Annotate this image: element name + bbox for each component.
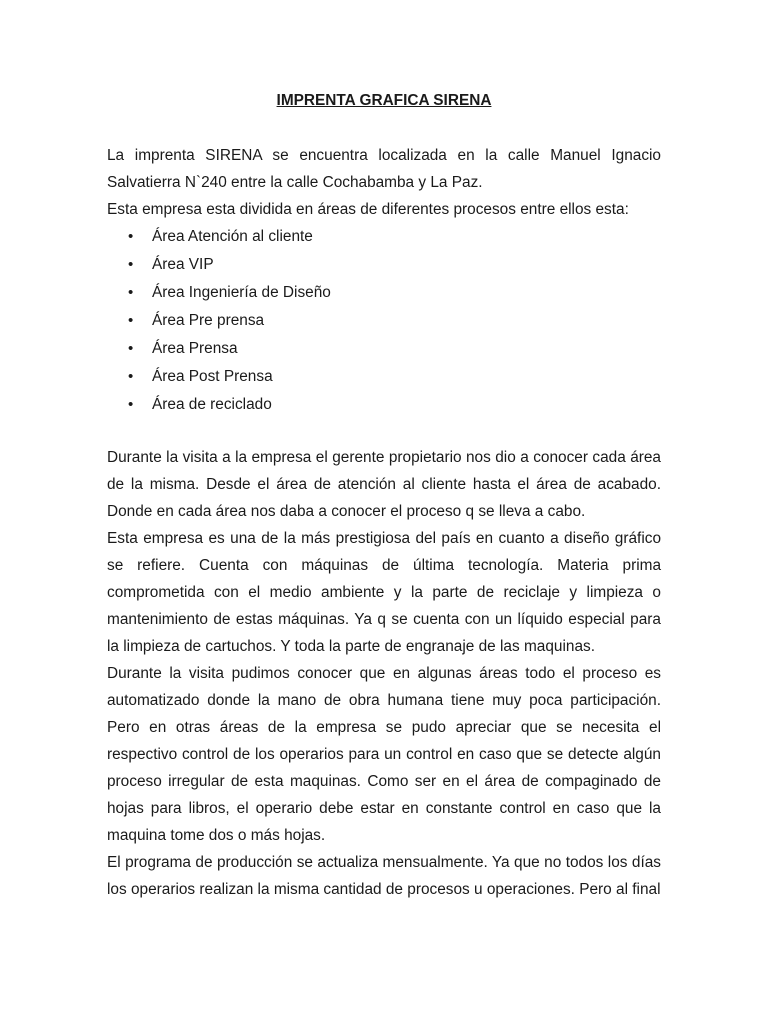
list-item — [107, 251, 661, 279]
list-item — [107, 307, 661, 335]
visit-paragraph: Durante la visita a la empresa el gerente propietario nos dio a conocer cada área de la misma. Desde el área de atención al cliente hasta el área de acabado. Donde en cada área nos daba a conocer el proceso q se lleva a cabo. — [107, 449, 661, 520]
document-body — [107, 142, 661, 903]
bullet-icon: • — [128, 256, 134, 273]
list-item — [107, 335, 661, 363]
list-item — [107, 391, 661, 419]
document-title: IMPRENTA GRAFICA SIRENA — [276, 92, 492, 109]
list-item-label: Área Prensa — [152, 340, 238, 357]
list-item-label: Área Pre prensa — [152, 312, 265, 329]
production-paragraph: El programa de producción se actualiza mensualmente. Ya que no todos los días los operarios realizan la misma cantidad de procesos u operaciones. Pero al final — [107, 854, 661, 898]
bullet-icon: • — [128, 284, 134, 301]
paragraph-spacer — [107, 419, 661, 444]
automation-paragraph: Durante la visita pudimos conocer que en algunas áreas todo el proceso es automatizado donde la mano de obra humana tiene muy poca participación. Pero en otras áreas de la empresa se pudo apreciar que se necesita el respectivo control de los operarios para un control en caso que se detecte algún proceso irregular de esta maquinas. Como ser en el área de compaginado de hojas para libros, el operario debe estar en constante control en caso que la maquina tome dos o más hojas. — [107, 665, 661, 844]
list-item-label: Área Ingeniería de Diseño — [152, 284, 331, 301]
bullet-icon: • — [128, 340, 134, 357]
list-item-label: Área Atención al cliente — [152, 228, 313, 245]
list-item — [107, 279, 661, 307]
areas-list — [107, 223, 661, 419]
bullet-icon: • — [128, 368, 134, 385]
intro-paragraph-location: La imprenta SIRENA se encuentra localizada en la calle Manuel Ignacio Salvatierra N`240 entre la calle Cochabamba y La Paz. — [107, 147, 661, 191]
list-item-label: Área de reciclado — [152, 396, 272, 413]
list-item — [107, 223, 661, 251]
intro-paragraph-areas: Esta empresa esta dividida en áreas de diferentes procesos entre ellos esta: — [107, 201, 629, 218]
bullet-icon: • — [128, 396, 134, 413]
list-item — [107, 363, 661, 391]
bullet-icon: • — [128, 228, 134, 245]
bullet-icon: • — [128, 312, 134, 329]
list-item-label: Área Post Prensa — [152, 368, 273, 385]
prestige-paragraph: Esta empresa es una de la más prestigiosa del país en cuanto a diseño gráfico se refiere. Cuenta con máquinas de última tecnología. Materia prima comprometida con el medio ambiente y la parte de reciclaje y limpieza o mantenimiento de estas máquinas. Ya q se cuenta con un líquido especial para la limpieza de cartuchos. Y toda la parte de engranaje de las maquinas. — [107, 530, 661, 655]
list-item-label: Área VIP — [152, 256, 214, 273]
